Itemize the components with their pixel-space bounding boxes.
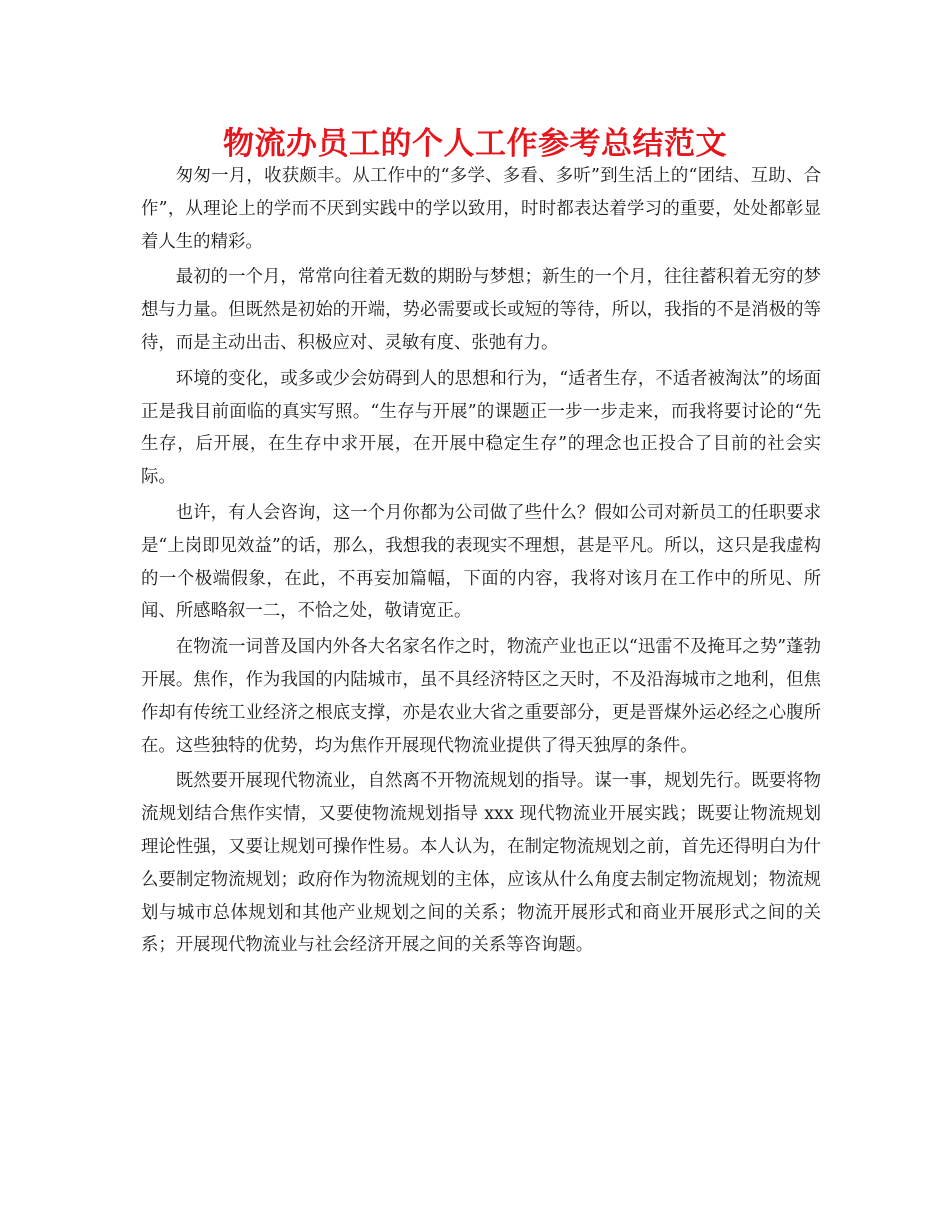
paragraph-1: 匆匆一月，收获颇丰。从工作中的“多学、多看、多听”到生活上的“团结、互助、合作”，从理论上的学而不厌到实践中的学以致用，时时都表达着学习的重要，处处都彰显着人生的精彩。 (141, 166, 821, 252)
paragraph-6: 既然要开展现代物流业，自然离不开物流规划的指导。谋一事，规划先行。既要将物流规划结合焦作实情，又要使物流规划指导 xxx 现代物流业开展实践；既要让物流规划理论性强，又要让规划可操作性易。本人认为，在制定物流规划之前，首先还得明白为什么要制定物流规划；政府作为物流规划的主体，应该从什么角度去制定物流规划；物流规划与城市总体规划和其他产业规划之间的关系；物流开展形式和商业开展形式之间的关系；开展现代物流业与社会经济开展之间的关系等咨询题。 (141, 771, 821, 956)
document-title: 物流办员工的个人工作参考总结范文 (223, 126, 727, 162)
paragraph-2: 最初的一个月，常常向往着无数的期盼与梦想；新生的一个月，往往蓄积着无穷的梦想与力量。但既然是初始的开端，势必需要或长或短的等待，所以，我指的不是消极的等待，而是主动出击、积极应对、灵敏有度、张弛有力。 (141, 267, 821, 353)
paragraph-3: 环境的变化，或多或少会妨碍到人的思想和行为，“适者生存，不适者被淘汰”的场面正是我目前面临的真实写照。“生存与开展”的课题正一步一步走来，而我将要讨论的“先生存，后开展，在生存中求开展，在开展中稳定生存”的理念也正投合了目前的社会实际。 (141, 368, 821, 488)
document-body (141, 160, 821, 965)
paragraph-5: 在物流一词普及国内外各大名家名作之时，物流产业也正以“迅雷不及掩耳之势”蓬勃开展。焦作，作为我国的内陆城市，虽不具经济特区之天时，不及沿海城市之地利，但焦作却有传统工业经济之根底支撑，亦是农业大省之重要部分，更是晋煤外运必经之心腹所在。这些独特的优势，均为焦作开展现代物流业提供了得天独厚的条件。 (141, 637, 821, 756)
paragraph-4: 也许，有人会咨询，这一个月你都为公司做了些什么？假如公司对新员工的任职要求是“上岗即见效益”的话，那么，我想我的表现实不理想，甚是平凡。所以，这只是我虚构的一个极端假象，在此，不再妄加篇幅，下面的内容，我将对该月在工作中的所见、所闻、所感略叙一二，不恰之处，敬请宽正。 (141, 502, 821, 622)
